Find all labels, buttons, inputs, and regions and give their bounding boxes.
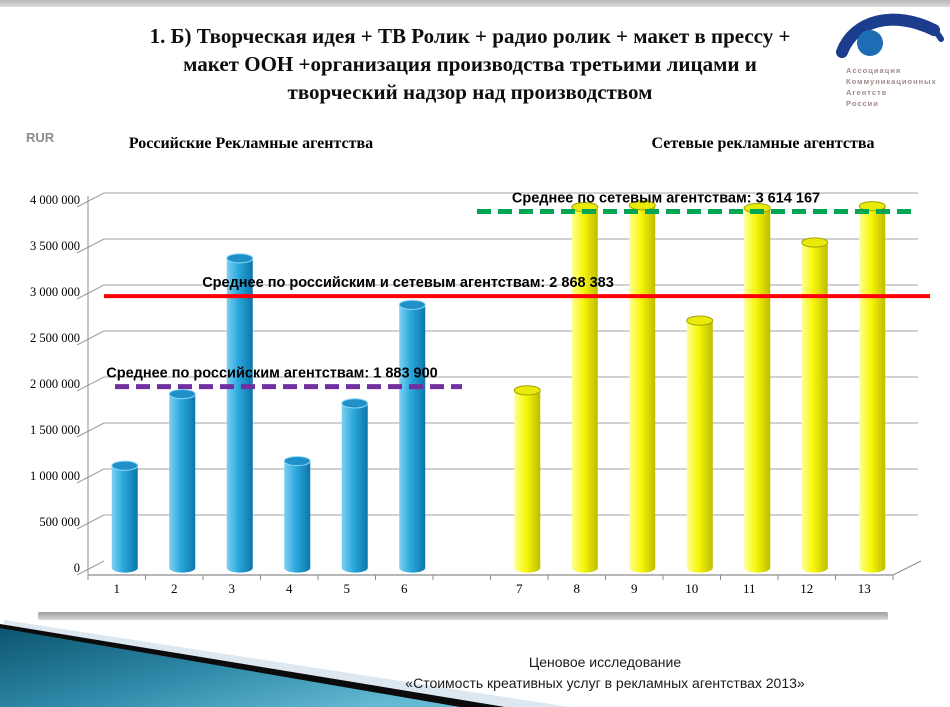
- bar-top: [169, 389, 195, 398]
- gridline-diagonal: [77, 515, 104, 529]
- gridline-diagonal: [77, 469, 104, 483]
- logo-text-line: Агентств: [846, 88, 888, 97]
- bar-cylinder: [514, 390, 540, 568]
- bar-cylinder: [572, 207, 598, 568]
- bar-cylinder: [399, 305, 425, 568]
- y-axis-label: 3 500 000: [30, 239, 80, 253]
- footer-line-1: Ценовое исследование: [528, 654, 682, 670]
- bar-cylinder: [744, 208, 770, 568]
- bar-cylinder: [284, 461, 310, 568]
- bar-cylinder: [169, 394, 195, 568]
- y-axis-label: 2 500 000: [30, 331, 80, 345]
- bar-top: [342, 399, 368, 408]
- gridline-diagonal: [77, 239, 104, 253]
- y-axis-label: 1 500 000: [30, 423, 80, 437]
- gridline-diagonal: [77, 377, 104, 391]
- logo-text-line: Коммуникационных: [846, 77, 937, 86]
- y-axis-label: 1 000 000: [30, 469, 80, 483]
- bar-cylinder: [802, 243, 828, 569]
- x-axis-label: 7: [516, 581, 523, 596]
- title-line-3: творческий надзор над производством: [287, 80, 653, 104]
- x-axis-label: 12: [800, 581, 814, 596]
- gridline-diagonal: [77, 193, 104, 207]
- title-line-2: макет ООН +организация производства третьими лицами и: [183, 52, 757, 76]
- title-line-1: 1. Б) Творческая идея + ТВ Ролик + радио ролик + макет в прессу +: [149, 24, 791, 48]
- gridline-diagonal: [77, 561, 104, 575]
- x-axis-label: 10: [685, 581, 699, 596]
- bar-cylinder: [629, 205, 655, 568]
- footer-caption: [255, 652, 950, 694]
- reference-line-label: Среднее по сетевым агентствам: 3 614 167: [511, 190, 821, 207]
- y-axis-label: 3 000 000: [30, 285, 80, 299]
- x-axis-label: 11: [742, 581, 756, 596]
- bar-top: [802, 238, 828, 247]
- x-axis-label: 2: [171, 581, 178, 596]
- x-axis-label: 13: [857, 581, 871, 596]
- reference-line-label: Среднее по российским агентствам: 1 883 900: [106, 365, 438, 382]
- y-axis-label: 2 000 000: [30, 377, 80, 391]
- x-axis-label: 9: [631, 581, 638, 596]
- x-axis-label: 8: [573, 581, 580, 596]
- footer-line-2: «Стоимость креативных услуг в рекламных агентствах 2013»: [405, 675, 805, 691]
- y-axis-label: 4 000 000: [30, 193, 80, 207]
- gridline-diagonal: [77, 285, 104, 299]
- floor-edge-diagonal: [893, 561, 921, 575]
- x-axis-label: 6: [401, 581, 408, 596]
- bar-cylinder: [112, 466, 138, 568]
- gridline-diagonal: [77, 331, 104, 345]
- bar-top: [227, 254, 253, 263]
- bar-cylinder: [342, 403, 368, 568]
- group-header-network: Сетевые рекламные агентства: [651, 135, 875, 152]
- bar-top: [284, 456, 310, 465]
- x-axis-label: 5: [343, 581, 350, 596]
- bar-cylinder: [687, 321, 713, 568]
- gridline-diagonal: [77, 423, 104, 437]
- bar-top: [112, 461, 138, 470]
- x-axis-label: 3: [228, 581, 235, 596]
- logo-text-line: России: [846, 99, 879, 108]
- bar-top: [399, 300, 425, 309]
- y-axis-label: 500 000: [39, 515, 80, 529]
- y-axis-label: 0: [73, 561, 80, 575]
- bar-top: [514, 386, 540, 395]
- group-header-russian: Российские Рекламные агентства: [128, 135, 374, 152]
- bar-cylinder: [859, 206, 885, 568]
- x-axis-label: 1: [113, 581, 120, 596]
- bar-cylinder: [227, 258, 253, 568]
- reference-line-label: Среднее по российским и сетевым агентствам: 2 868 383: [202, 275, 614, 292]
- x-axis-label: 4: [286, 581, 293, 596]
- logo-text-line: Ассоциация: [846, 66, 902, 75]
- currency-label: RUR: [26, 130, 55, 145]
- bar-top: [687, 316, 713, 325]
